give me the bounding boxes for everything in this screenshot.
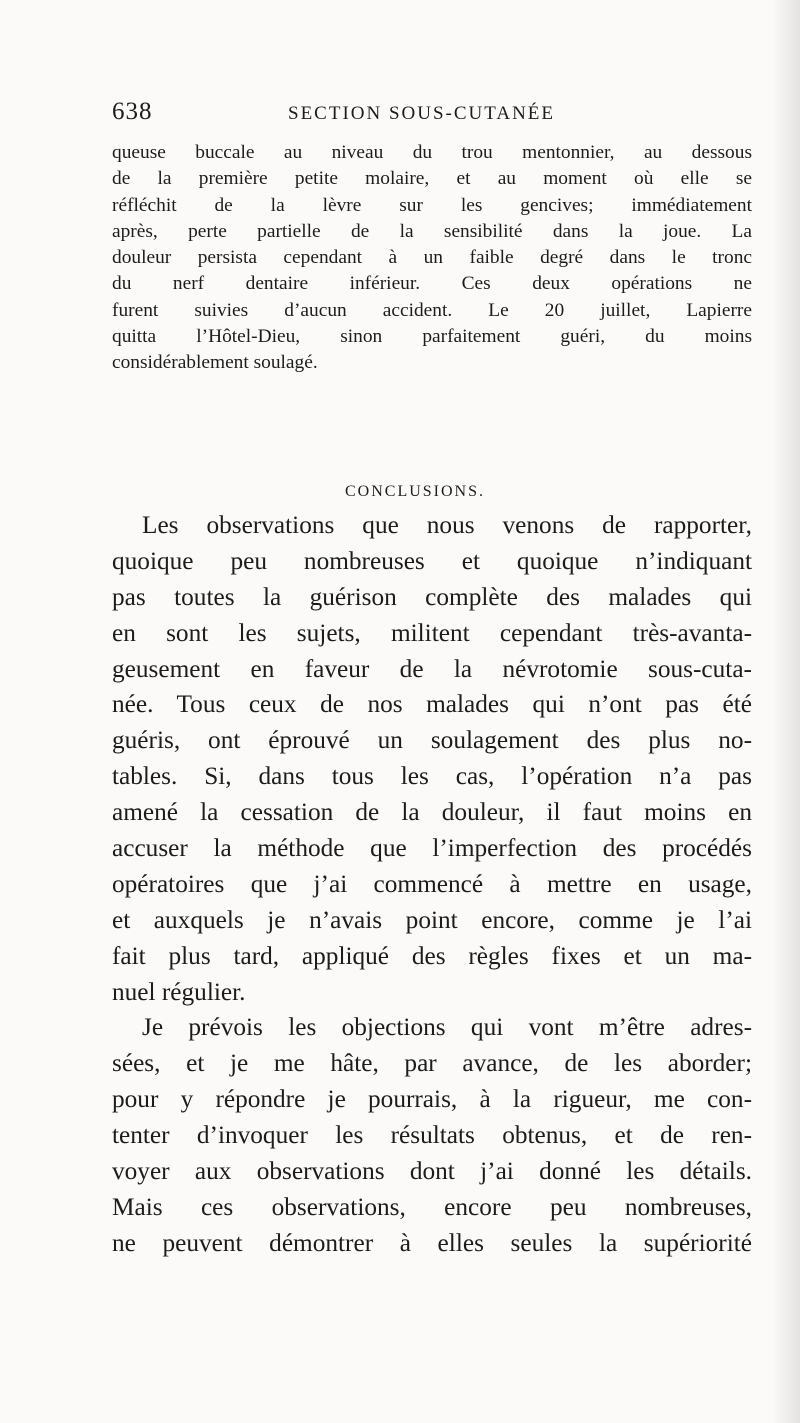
text-line: de la première petite molaire, et au moment où elle se — [112, 168, 752, 190]
observation-paragraph — [112, 140, 752, 377]
text-line: après, perte partielle de la sensibilité dans la joue. La — [112, 220, 752, 242]
text-line: guéris, ont éprouvé un soulagement des plus no- — [112, 726, 752, 755]
text-line: née. Tous ceux de nos malades qui n’ont pas été — [112, 690, 752, 719]
text-line: réfléchit de la lèvre sur les gencives; immédiatement — [112, 194, 752, 216]
text-line: tenter d’invoquer les résultats obtenus, et de ren- — [112, 1121, 752, 1150]
text-line: sées, et je me hâte, par avance, de les aborder; — [112, 1049, 752, 1078]
text-line: queuse buccale au niveau du trou mentonnier, au dessous — [112, 142, 752, 163]
text-line: amené la cessation de la douleur, il faut moins en — [112, 798, 752, 827]
text-line: voyer aux observations dont j’ai donné les détails. — [112, 1157, 752, 1186]
text-line: et auxquels je n’avais point encore, comme je l’ai — [112, 905, 752, 934]
text-line: Les observations que nous venons de rapporter, — [142, 511, 752, 539]
text-line: quitta l’Hôtel-Dieu, sinon parfaitement guéri, du moins — [112, 326, 752, 348]
text-line: nuel régulier. — [112, 977, 246, 1006]
page-edge-shadow — [772, 0, 800, 1423]
conclusions-body — [112, 508, 752, 1262]
text-line: en sont les sujets, militent cependant très-avanta- — [112, 618, 752, 647]
page-header — [112, 98, 752, 132]
text-line: du nerf dentaire inférieur. Ces deux opérations ne — [112, 273, 752, 295]
text-line: Mais ces observations, encore peu nombreuses, — [112, 1192, 752, 1221]
page-number: 638 — [112, 98, 153, 125]
section-title: CONCLUSIONS. — [344, 483, 485, 500]
text-line: opératoires que j’ai commencé à mettre en usage, — [112, 869, 752, 898]
text-line: douleur persista cependant à un faible degré dans le tronc — [112, 247, 752, 269]
text-line: pas toutes la guérison complète des malades qui — [112, 582, 752, 611]
text-line: quoique peu nombreuses et quoique n’indiquant — [112, 546, 752, 575]
running-head: SECTION SOUS-CUTANÉE — [288, 103, 556, 124]
text-line: geusement en faveur de la névrotomie sous-cuta- — [112, 654, 752, 683]
text-line: fait plus tard, appliqué des règles fixes et un ma- — [112, 941, 752, 970]
text-line: pour y répondre je pourrais, à la rigueur, me con- — [112, 1085, 752, 1114]
text-line: considérablement soulagé. — [112, 352, 318, 374]
text-line: accuser la méthode que l’imperfection des procédés — [112, 834, 752, 863]
text-line: furent suivies d’aucun accident. Le 20 juillet, Lapierre — [112, 299, 752, 321]
text-line: Je prévois les objections qui vont m’être adres- — [142, 1013, 752, 1042]
text-line: ne peuvent démontrer à elles seules la supériorité — [112, 1228, 752, 1257]
text-line: tables. Si, dans tous les cas, l’opération n’a pas — [112, 762, 752, 791]
